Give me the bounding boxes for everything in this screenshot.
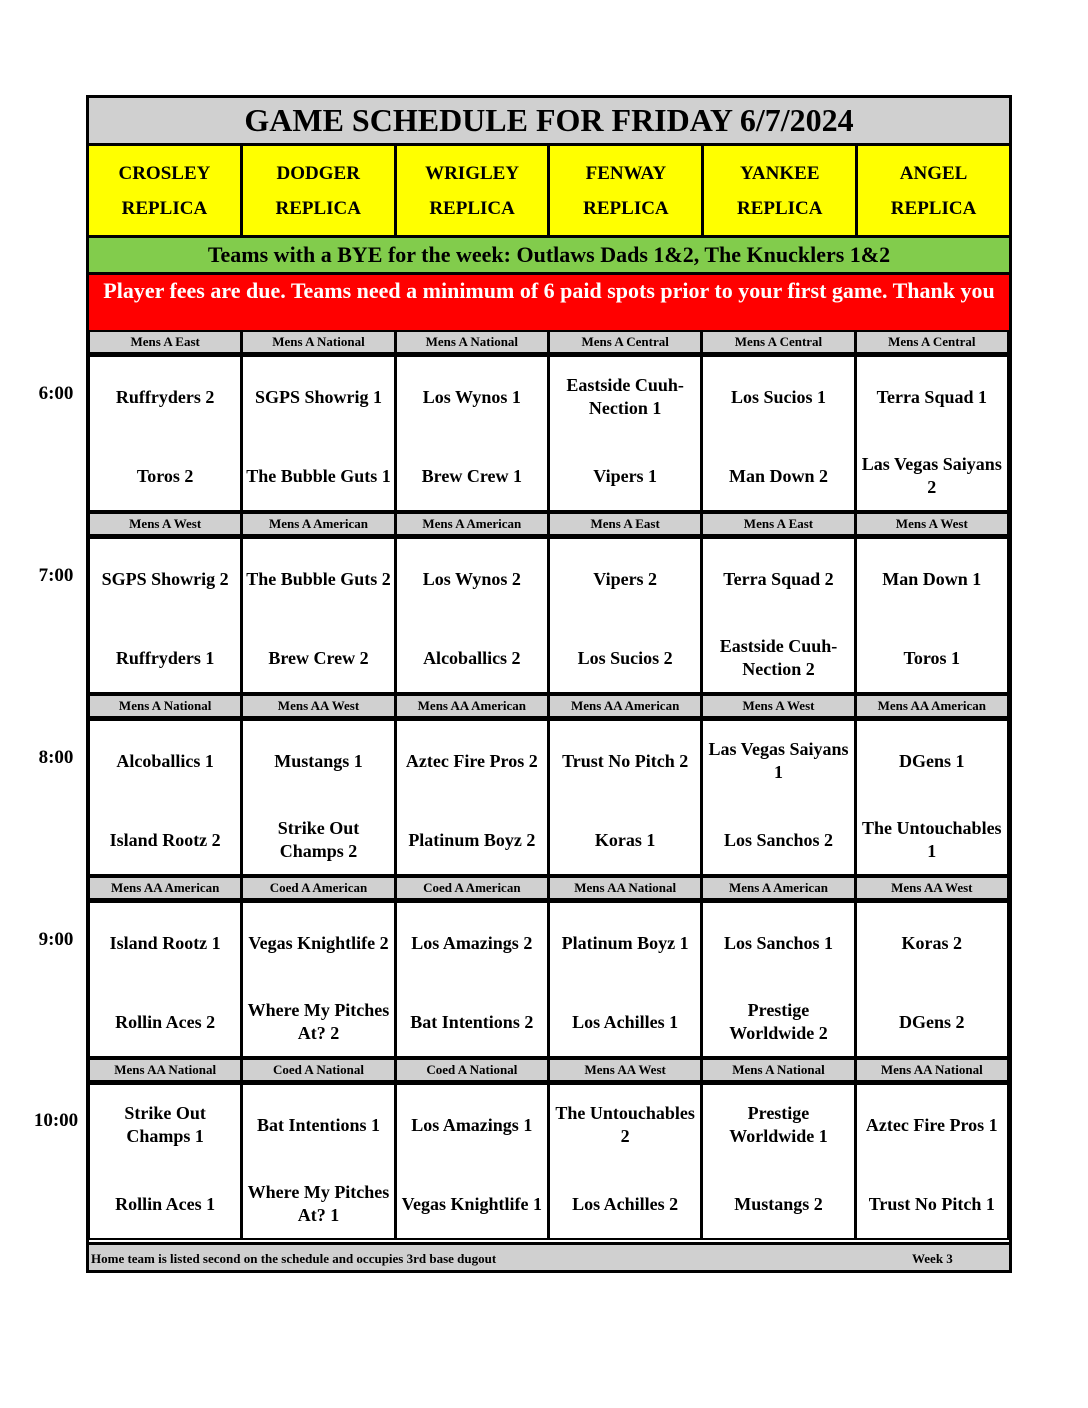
home-team: Los Sanchos 2 (723, 829, 833, 850)
division-row (89, 1058, 1009, 1082)
division-row (89, 512, 1009, 536)
game-cell (856, 718, 1009, 876)
game-cell (856, 900, 1009, 1058)
away-team: Vipers 2 (593, 568, 658, 589)
field-header-row (89, 146, 1009, 238)
away-team: The Bubble Guts 2 (246, 568, 391, 589)
game-row (89, 900, 1009, 1058)
away-team: Platinum Boyz 1 (561, 932, 689, 953)
home-team: Mustangs 2 (734, 1193, 823, 1214)
game-cell (242, 1082, 395, 1240)
away-team: Man Down 1 (882, 568, 982, 589)
away-team: Alcoballics 1 (116, 750, 214, 771)
field-type: REPLICA (429, 197, 515, 219)
division-label: Mens A West (89, 512, 242, 536)
game-row (89, 354, 1009, 512)
field-type: REPLICA (121, 197, 208, 219)
home-team: Where My Pitches At? 1 (247, 1182, 390, 1225)
home-team: Man Down 2 (728, 465, 828, 486)
game-cell (242, 354, 395, 512)
home-team: Toros 1 (903, 647, 961, 668)
away-team: Las Vegas Saiyans 1 (708, 739, 849, 782)
field-header-fenway (550, 146, 704, 235)
home-team: Island Rootz 2 (109, 829, 221, 850)
time-label: 8:00 (38, 747, 74, 768)
home-team: Koras 1 (594, 829, 656, 850)
game-cell (549, 900, 702, 1058)
division-label: Mens A Central (856, 330, 1009, 354)
field-header-yankee (704, 146, 858, 235)
away-team: Koras 2 (901, 932, 963, 953)
home-team: Vegas Knightlife 1 (401, 1193, 542, 1214)
field-name: DODGER (276, 162, 360, 184)
home-team: The Bubble Guts 1 (246, 465, 391, 486)
division-label: Mens AA West (549, 1058, 702, 1082)
field-type: REPLICA (275, 197, 361, 219)
field-type: REPLICA (583, 197, 669, 219)
division-label: Mens A West (856, 512, 1009, 536)
game-cell (242, 900, 395, 1058)
home-team: Las Vegas Saiyans 2 (861, 454, 1002, 497)
division-row (89, 330, 1009, 354)
away-team: Los Wynos 2 (422, 568, 521, 589)
game-cell (702, 536, 855, 694)
division-label: Mens AA American (549, 694, 702, 718)
away-team: Eastside Cuuh-Nection 1 (566, 375, 684, 418)
game-cell (549, 1082, 702, 1240)
division-label: Mens AA National (549, 876, 702, 900)
game-cell (396, 536, 549, 694)
field-name: CROSLEY (118, 162, 211, 184)
division-label: Mens A Central (702, 330, 855, 354)
division-label: Coed A American (396, 876, 549, 900)
game-cell (242, 718, 395, 876)
away-team: Aztec Fire Pros 1 (865, 1114, 998, 1135)
game-cell (89, 354, 242, 512)
fee-notice-banner: Player fees are due. Teams need a minimum of 6 paid spots prior to your first game. Thank you (89, 275, 1009, 330)
time-slot-block (89, 512, 1009, 694)
home-team: Los Sucios 2 (577, 647, 673, 668)
game-cell (702, 718, 855, 876)
home-team: Los Achilles 1 (572, 1011, 679, 1032)
away-team: Strike Out Champs 1 (124, 1103, 206, 1146)
game-cell (396, 718, 549, 876)
division-label: Mens AA National (89, 1058, 242, 1082)
home-team: Vipers 1 (593, 465, 658, 486)
footer-bar (89, 1242, 1009, 1270)
game-cell (856, 1082, 1009, 1240)
game-row (89, 718, 1009, 876)
game-cell (549, 536, 702, 694)
home-team: Eastside Cuuh-Nection 2 (719, 636, 838, 679)
game-cell (702, 1082, 855, 1240)
away-team: Vegas Knightlife 2 (248, 932, 389, 953)
field-header-angel (858, 146, 1009, 235)
away-team: Terra Squad 1 (876, 386, 987, 407)
division-label: Mens A Central (549, 330, 702, 354)
away-team: Trust No Pitch 2 (562, 750, 689, 771)
game-cell (89, 536, 242, 694)
division-label: Coed A American (242, 876, 395, 900)
division-label: Mens A American (396, 512, 549, 536)
game-row (89, 536, 1009, 694)
division-label: Mens AA American (89, 876, 242, 900)
field-type: REPLICA (890, 197, 977, 219)
home-team: Brew Crew 1 (421, 465, 522, 486)
home-team: Los Achilles 2 (572, 1193, 679, 1214)
division-label: Mens A East (549, 512, 702, 536)
time-slot-block (89, 876, 1009, 1058)
home-team: Alcoballics 2 (423, 647, 521, 668)
division-label: Mens A East (89, 330, 242, 354)
game-cell (396, 1082, 549, 1240)
page-title: GAME SCHEDULE FOR FRIDAY 6/7/2024 (89, 98, 1009, 146)
game-cell (549, 718, 702, 876)
division-label: Mens AA National (856, 1058, 1009, 1082)
away-team: Terra Squad 2 (723, 568, 834, 589)
home-team: The Untouchables 1 (862, 818, 1002, 861)
away-team: Los Amazings 2 (411, 932, 533, 953)
time-slot-block (89, 694, 1009, 876)
division-label: Mens A National (89, 694, 242, 718)
division-label: Mens AA American (856, 694, 1009, 718)
time-slot-block (89, 330, 1009, 512)
away-team: Mustangs 1 (274, 750, 363, 771)
field-header-wrigley (397, 146, 551, 235)
away-team: Los Amazings 1 (411, 1114, 533, 1135)
division-label: Mens AA West (242, 694, 395, 718)
bye-notice-banner: Teams with a BYE for the week: Outlaws Dads 1&2, The Knucklers 1&2 (89, 238, 1009, 275)
game-cell (396, 354, 549, 512)
division-label: Mens A East (702, 512, 855, 536)
division-label: Mens AA West (856, 876, 1009, 900)
home-team: Strike Out Champs 2 (277, 818, 360, 861)
home-team: Platinum Boyz 2 (408, 829, 536, 850)
away-team: The Untouchables 2 (555, 1103, 695, 1146)
field-header-crosley (89, 146, 243, 235)
footer-note: Home team is listed second on the schedule and occupies 3rd base dugout (91, 1251, 497, 1266)
away-team: Island Rootz 1 (109, 932, 221, 953)
week-label: Week 3 (912, 1251, 953, 1266)
division-label: Mens A West (702, 694, 855, 718)
time-label: 9:00 (38, 929, 74, 950)
home-team: Toros 2 (136, 465, 194, 486)
game-cell (89, 900, 242, 1058)
away-team: Bat Intentions 1 (256, 1114, 380, 1135)
game-cell (549, 354, 702, 512)
game-row (89, 1082, 1009, 1240)
away-team: Los Wynos 1 (422, 386, 521, 407)
game-cell (89, 1082, 242, 1240)
game-cell (856, 536, 1009, 694)
away-team: SGPS Showrig 1 (254, 386, 382, 407)
home-team: Trust No Pitch 1 (868, 1193, 995, 1214)
away-team: SGPS Showrig 2 (101, 568, 229, 589)
home-team: Brew Crew 2 (268, 647, 369, 668)
game-cell (89, 718, 242, 876)
field-name: WRIGLEY (425, 162, 520, 184)
division-label: Mens A National (396, 330, 549, 354)
field-name: ANGEL (899, 162, 968, 184)
time-label: 7:00 (38, 565, 74, 586)
time-slot-block (89, 1058, 1009, 1240)
home-team: Rollin Aces 1 (115, 1193, 216, 1214)
division-label: Mens A National (702, 1058, 855, 1082)
away-team: Los Sanchos 1 (723, 932, 833, 953)
division-label: Mens A American (702, 876, 855, 900)
away-team: Aztec Fire Pros 2 (405, 750, 538, 771)
away-team: DGens 1 (899, 750, 965, 771)
home-team: Rollin Aces 2 (115, 1011, 216, 1032)
field-name: FENWAY (585, 162, 667, 184)
field-name: YANKEE (739, 162, 820, 184)
home-team: Where My Pitches At? 2 (247, 1000, 390, 1043)
game-cell (702, 900, 855, 1058)
away-team: Ruffryders 2 (115, 386, 215, 407)
home-team: DGens 2 (899, 1011, 965, 1032)
home-team: Bat Intentions 2 (410, 1011, 534, 1032)
field-header-dodger (243, 146, 397, 235)
away-team: Prestige Worldwide 1 (729, 1103, 828, 1146)
game-cell (242, 536, 395, 694)
division-label: Coed A National (396, 1058, 549, 1082)
division-row (89, 694, 1009, 718)
schedule-sheet (86, 95, 1012, 1273)
time-label: 6:00 (38, 383, 74, 404)
game-cell (396, 900, 549, 1058)
home-team: Prestige Worldwide 2 (729, 1000, 828, 1043)
division-label: Coed A National (242, 1058, 395, 1082)
field-type: REPLICA (736, 197, 823, 219)
division-label: Mens A National (242, 330, 395, 354)
game-cell (856, 354, 1009, 512)
game-cell (702, 354, 855, 512)
away-team: Los Sucios 1 (730, 386, 826, 407)
division-row (89, 876, 1009, 900)
division-label: Mens AA American (396, 694, 549, 718)
division-label: Mens A American (242, 512, 395, 536)
time-label: 10:00 (33, 1110, 79, 1131)
home-team: Ruffryders 1 (115, 647, 215, 668)
